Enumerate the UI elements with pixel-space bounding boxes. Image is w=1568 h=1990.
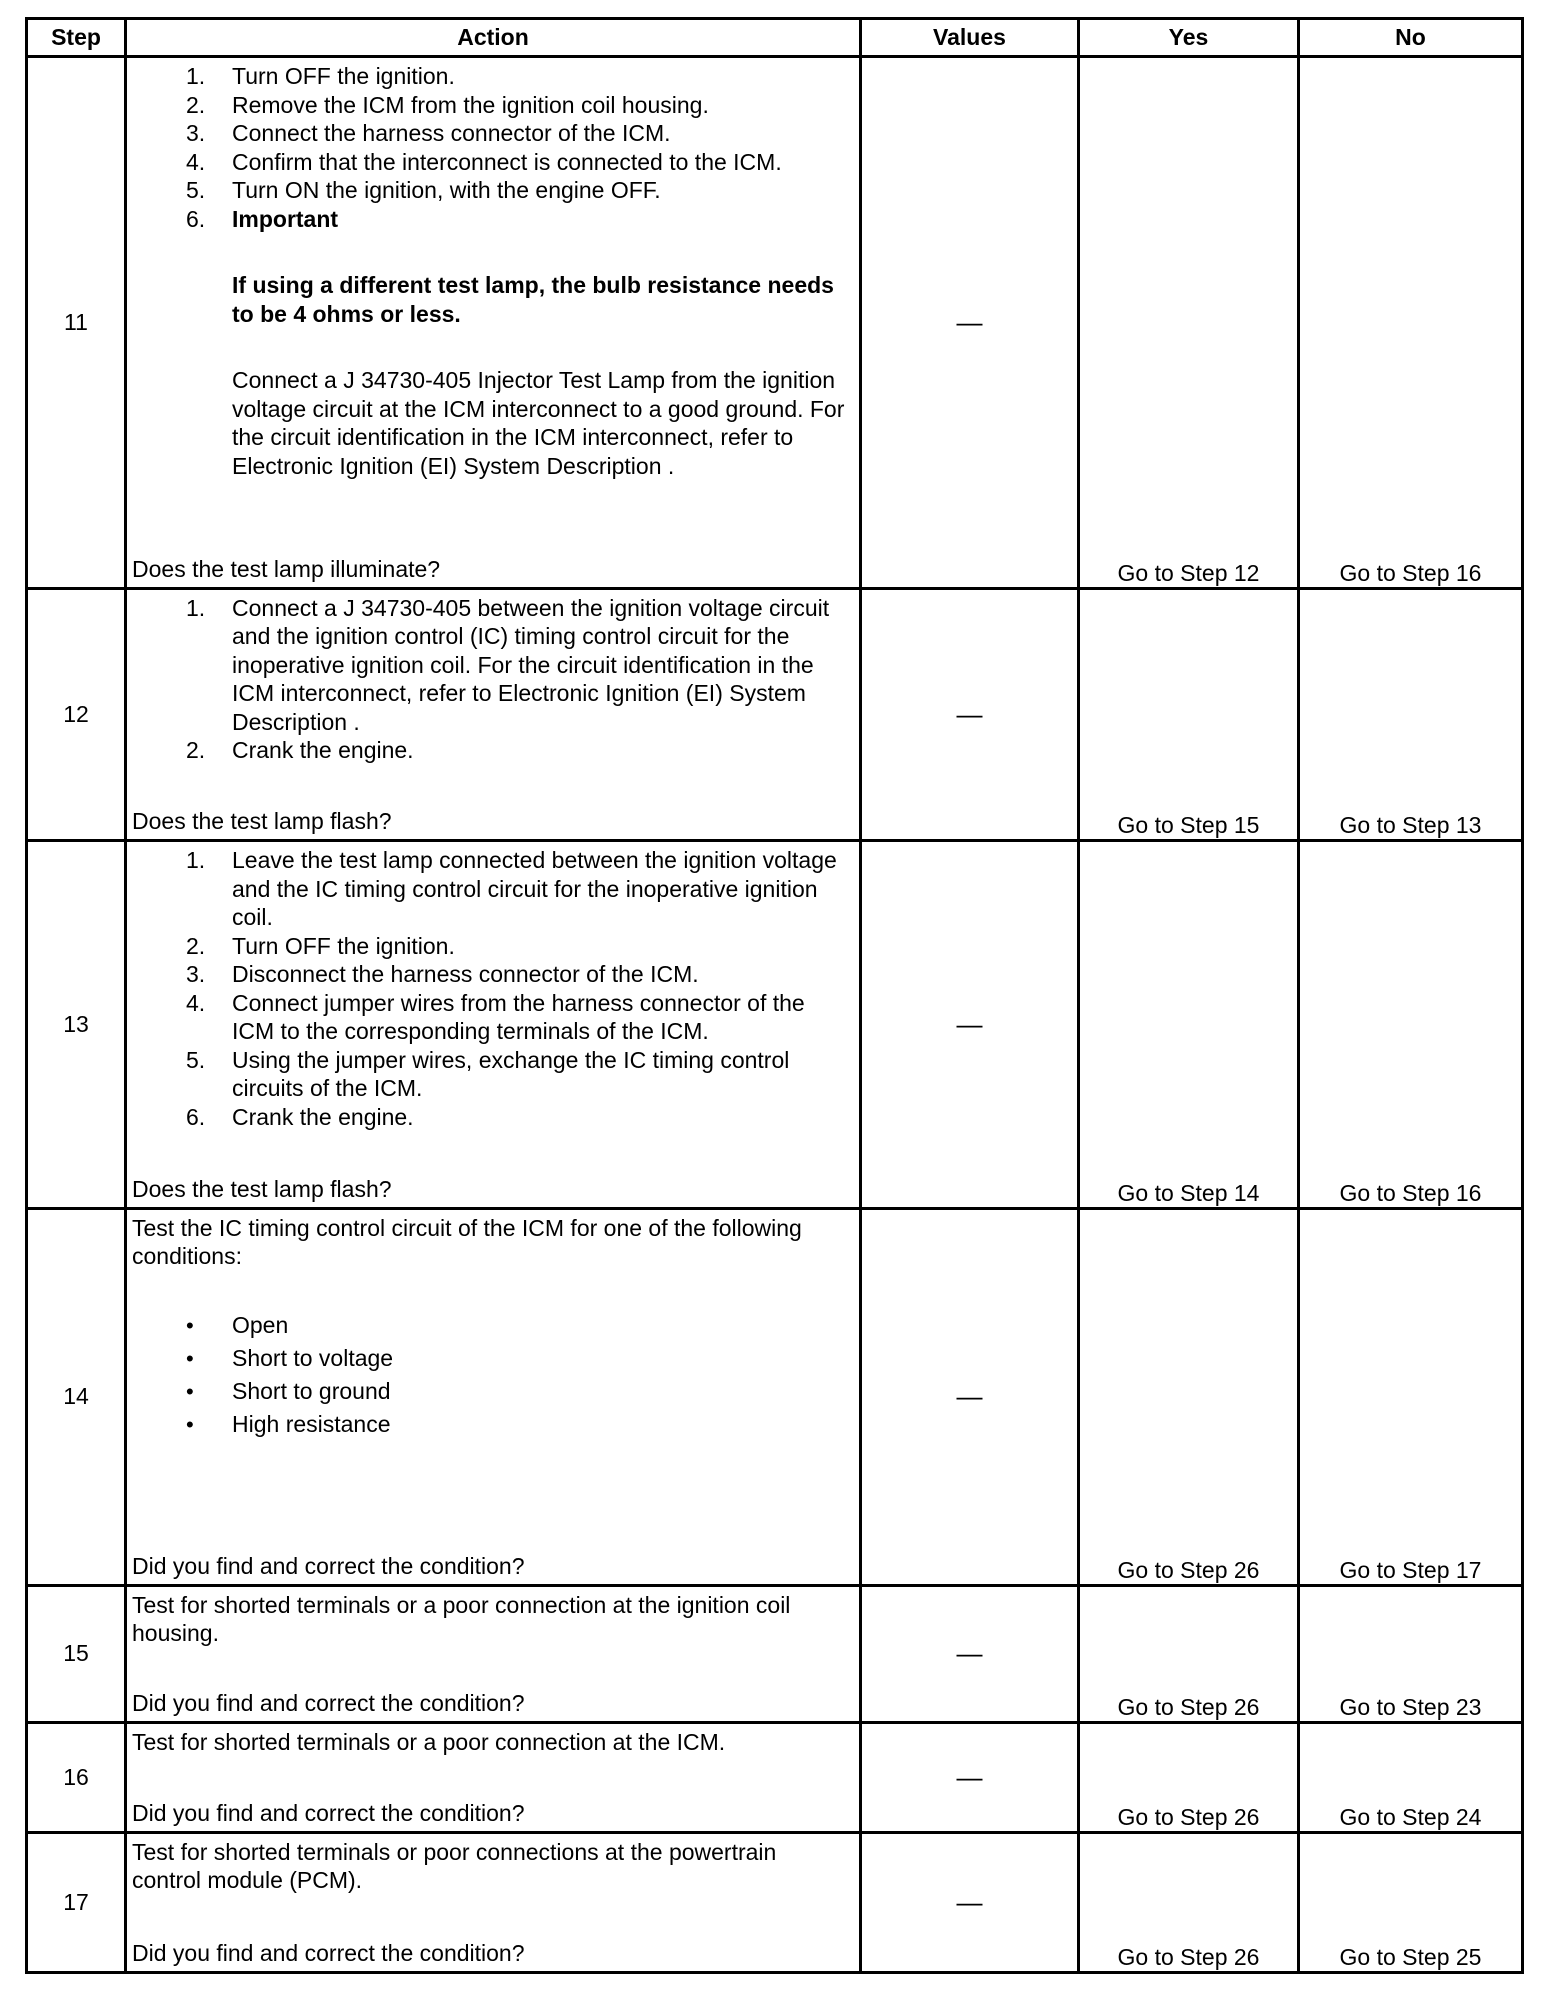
table-row-step-12 <box>27 588 1523 841</box>
action-text: Test for shorted terminals or a poor connection at the ignition coil housing. <box>132 1591 791 1647</box>
values-cell: — <box>861 1832 1079 1973</box>
no-link[interactable]: Go to Step 23 <box>1299 1585 1523 1722</box>
important-note: If using a different test lamp, the bulb resistance needs to be 4 ohms or less. <box>232 272 834 327</box>
table-row-step-16 <box>27 1723 1523 1832</box>
list-item: • Short to voltage <box>186 1344 394 1371</box>
action-cell <box>126 841 861 1208</box>
action-step: 3. Disconnect the harness connector of the ICM. <box>186 961 699 988</box>
table-row-step-17 <box>27 1832 1523 1973</box>
condition-list <box>132 1309 851 1441</box>
step-number: 15 <box>27 1585 126 1722</box>
values-cell: — <box>861 588 1079 841</box>
action-steps <box>132 594 851 765</box>
action-step: 4. Connect jumper wires from the harness connector of the ICM to the corresponding terminals of the ICM. <box>186 989 805 1045</box>
action-steps <box>132 62 851 480</box>
action-step: 3. Connect the harness connector of the ICM. <box>186 120 671 146</box>
header-no: No <box>1299 19 1523 57</box>
values-cell: — <box>861 57 1079 589</box>
values-cell: — <box>861 841 1079 1208</box>
important-instruction: Connect a J 34730-405 Injector Test Lamp from the ignition voltage circuit at the ICM interconnect to a good ground. For the circuit identification in the ICM interconnect, refer to Electronic Ignition (EI) System Description . <box>232 367 845 479</box>
action-step: 5. Using the jumper wires, exchange the IC timing control circuits of the ICM. <box>186 1046 790 1102</box>
action-cell <box>126 1832 861 1973</box>
values-cell: — <box>861 1723 1079 1832</box>
step-number: 13 <box>27 841 126 1208</box>
table-row-step-14 <box>27 1208 1523 1585</box>
step-number: 12 <box>27 588 126 841</box>
list-item: • High resistance <box>186 1410 391 1437</box>
no-link[interactable]: Go to Step 25 <box>1299 1832 1523 1973</box>
no-link[interactable]: Go to Step 13 <box>1299 588 1523 841</box>
action-question: Did you find and correct the condition? <box>132 1940 525 1966</box>
step-number: 14 <box>27 1208 126 1585</box>
action-text: Test the IC timing control circuit of the ICM for one of the following conditions: <box>132 1214 802 1270</box>
header-row <box>27 19 1523 57</box>
action-step: 2. Crank the engine. <box>186 737 414 764</box>
yes-link[interactable]: Go to Step 26 <box>1079 1723 1299 1832</box>
table-row-step-11 <box>27 57 1523 589</box>
header-action: Action <box>126 19 861 57</box>
list-item: • Open <box>186 1311 289 1338</box>
yes-link[interactable]: Go to Step 26 <box>1079 1832 1299 1973</box>
step-number: 17 <box>27 1832 126 1973</box>
action-text: Test for shorted terminals or poor connections at the powertrain control module (PCM). <box>132 1838 777 1893</box>
action-cell <box>126 1723 861 1832</box>
action-question: Does the test lamp flash? <box>132 808 392 835</box>
action-step: 5. Turn ON the ignition, with the engine OFF. <box>186 177 661 203</box>
action-step: 2. Remove the ICM from the ignition coil housing. <box>186 91 709 118</box>
action-step: 1. Connect a J 34730-405 between the ignition voltage circuit and the ignition control (IC) timing control circuit for the inoperative ignition coil. For the circuit identification in the ICM interconnect, refer to Electronic Ignition (EI) System Description . <box>186 594 830 735</box>
diagnostic-table-page <box>25 17 1521 1974</box>
diagnostic-table <box>25 17 1524 1974</box>
action-question: Did you find and correct the condition? <box>132 1799 525 1826</box>
step-number: 16 <box>27 1723 126 1832</box>
yes-link[interactable]: Go to Step 14 <box>1079 841 1299 1208</box>
no-link[interactable]: Go to Step 16 <box>1299 841 1523 1208</box>
table-row-step-15 <box>27 1585 1523 1722</box>
important-label: Important <box>232 205 339 232</box>
list-item: • Short to ground <box>186 1377 391 1404</box>
header-step: Step <box>27 19 126 57</box>
action-cell <box>126 588 861 841</box>
header-yes: Yes <box>1079 19 1299 57</box>
action-steps <box>132 846 851 1131</box>
action-cell <box>126 57 861 589</box>
header-values: Values <box>861 19 1079 57</box>
yes-link[interactable]: Go to Step 12 <box>1079 57 1299 589</box>
action-step: 4. Confirm that the interconnect is connected to the ICM. <box>186 148 782 175</box>
no-link[interactable]: Go to Step 24 <box>1299 1723 1523 1832</box>
action-text: Test for shorted terminals or a poor connection at the ICM. <box>132 1729 726 1756</box>
action-step-important: 6. Important If using a different test lamp, the bulb resistance needs to be 4 ohms or less. Connect a J 34730-405 Injector Test Lamp from the ignition voltage circuit at the ICM interconnect to a good ground. For the circuit identification in the ICM interconnect, refer to Electronic Ignition (EI) System Description . <box>132 205 851 481</box>
table-row-step-13 <box>27 841 1523 1208</box>
action-step: 2. Turn OFF the ignition. <box>186 932 455 959</box>
action-question: Does the test lamp flash? <box>132 1175 392 1202</box>
action-cell <box>126 1208 861 1585</box>
step-number: 11 <box>27 57 126 589</box>
action-step: 1. Turn OFF the ignition. <box>186 63 455 89</box>
action-question: Did you find and correct the condition? <box>132 1552 525 1579</box>
yes-link[interactable]: Go to Step 15 <box>1079 588 1299 841</box>
values-cell: — <box>861 1585 1079 1722</box>
yes-link[interactable]: Go to Step 26 <box>1079 1208 1299 1585</box>
values-cell: — <box>861 1208 1079 1585</box>
yes-link[interactable]: Go to Step 26 <box>1079 1585 1299 1722</box>
action-step: 1. Leave the test lamp connected between the ignition voltage and the IC timing control circuit for the inoperative ignition coil. <box>186 847 837 931</box>
action-step: 6. Crank the engine. <box>186 1103 414 1130</box>
no-link[interactable]: Go to Step 16 <box>1299 57 1523 589</box>
action-question: Did you find and correct the condition? <box>132 1690 525 1717</box>
no-link[interactable]: Go to Step 17 <box>1299 1208 1523 1585</box>
action-cell <box>126 1585 861 1722</box>
action-question: Does the test lamp illuminate? <box>132 555 441 582</box>
